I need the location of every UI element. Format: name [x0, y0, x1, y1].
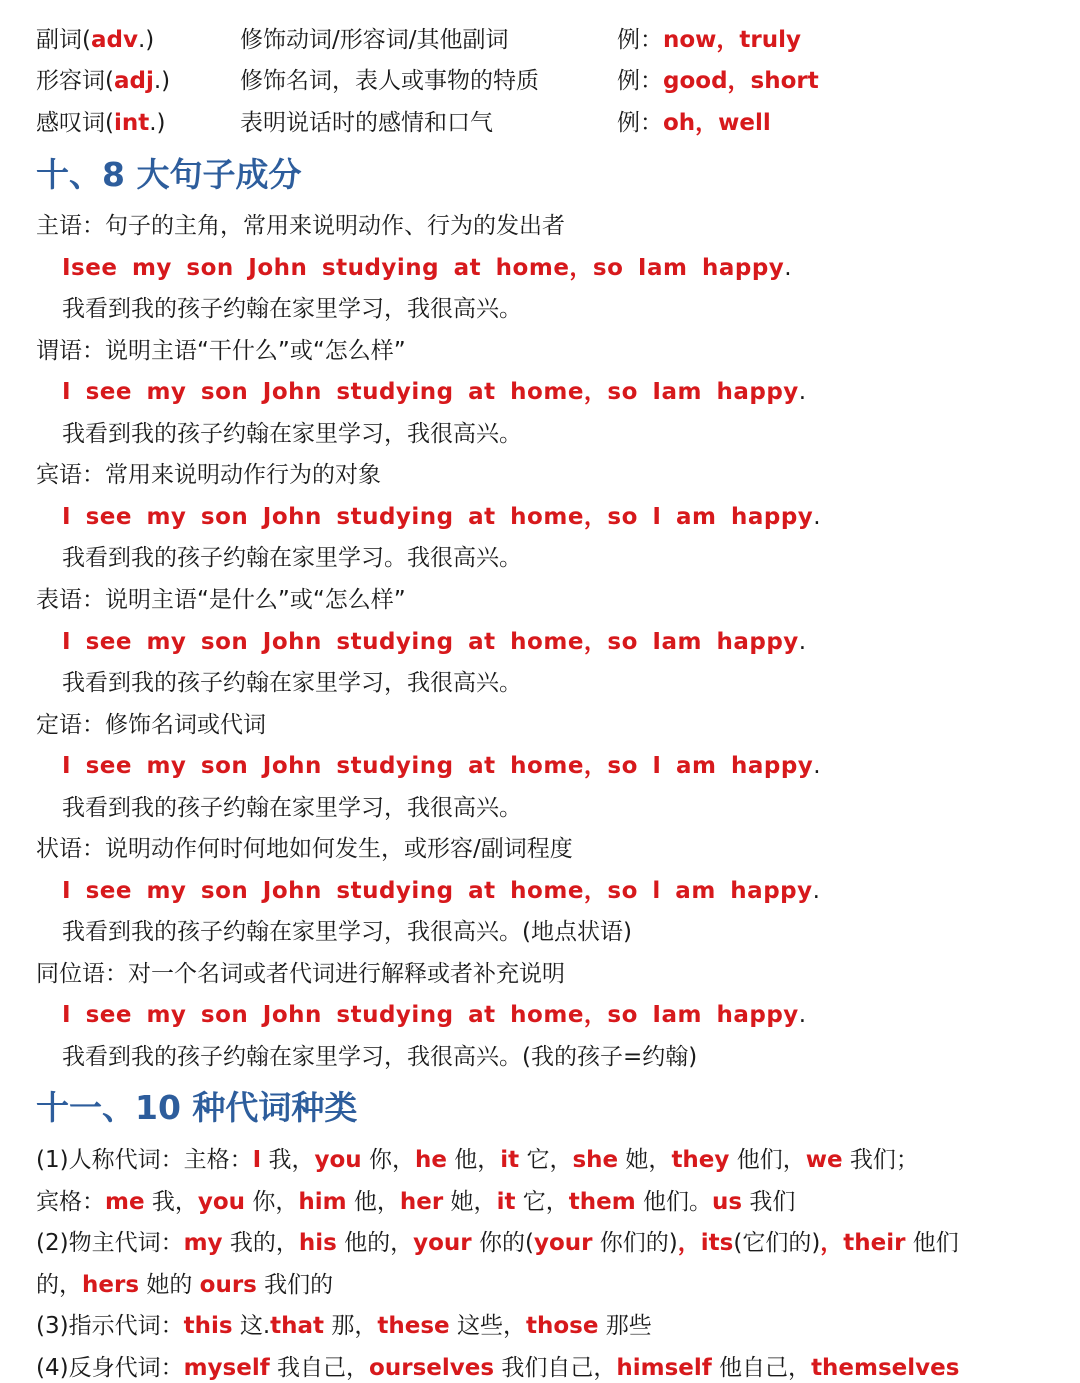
- pronoun-word: himself: [616, 1355, 712, 1381]
- pronoun-gloss: 我们的: [256, 1272, 334, 1298]
- pronoun-gloss: 它，: [515, 1189, 569, 1215]
- pronoun-gloss: 她，: [443, 1189, 497, 1215]
- pronoun-word: those: [525, 1313, 599, 1339]
- pronoun-gloss: 她，: [618, 1147, 672, 1173]
- pronoun-gloss: (1)人称代词：主格：: [36, 1147, 253, 1173]
- pos-example: 例：good，short: [617, 68, 819, 94]
- pronoun-word: them: [568, 1189, 636, 1215]
- pos-example: 例：now，truly: [617, 27, 802, 53]
- pronoun-gloss: 他，: [346, 1189, 400, 1215]
- pronoun-word: my: [183, 1230, 223, 1256]
- pronoun-gloss: 他们。: [635, 1189, 713, 1215]
- pronoun-word: ，their: [820, 1230, 906, 1256]
- pos-name: 形容词(adj.): [36, 68, 171, 94]
- pronoun-gloss: 我，: [261, 1147, 315, 1173]
- pronoun-gloss: 你的(: [471, 1230, 534, 1256]
- pronoun-gloss: 他们，: [729, 1147, 806, 1173]
- pronoun-gloss: (2)物主代词：: [36, 1230, 184, 1256]
- pronoun-gloss: (3)指示代词：: [36, 1313, 184, 1339]
- pronoun-word: these: [377, 1313, 450, 1339]
- pronoun-word: his: [298, 1230, 337, 1256]
- pronoun-gloss: 它，: [519, 1147, 573, 1173]
- pos-desc: 表明说话时的感情和口气: [240, 110, 493, 136]
- pronoun-gloss: 我们自己，: [494, 1355, 617, 1381]
- pos-desc: 修饰名词，表人或事物的特质: [240, 68, 539, 94]
- pronoun-word: hers: [82, 1272, 140, 1298]
- pronoun-word: him: [298, 1189, 347, 1215]
- pronoun-word: you: [197, 1189, 246, 1215]
- pos-name: 副词(adv.): [36, 27, 155, 53]
- pronoun-word: that: [270, 1313, 325, 1339]
- pronoun-gloss: 我们；: [842, 1147, 919, 1173]
- pronoun-word: themselves: [811, 1355, 960, 1381]
- pronoun-word: it: [500, 1147, 520, 1173]
- pos-desc: 修饰动词/形容词/其他副词: [240, 27, 509, 53]
- pronoun-gloss: 我的，: [222, 1230, 299, 1256]
- pronoun-gloss: 她的: [139, 1272, 200, 1298]
- pronoun-gloss: (4)反身代词：: [36, 1355, 184, 1381]
- pronoun-word: myself: [183, 1355, 270, 1381]
- pronoun-gloss: 我自己，: [269, 1355, 370, 1381]
- pronoun-gloss: 他们: [905, 1230, 959, 1256]
- pronoun-word: us: [712, 1189, 743, 1215]
- pronoun-word: your: [413, 1230, 472, 1256]
- pos-name: 感叹词(int.): [36, 110, 166, 136]
- pronoun-word: it: [496, 1189, 516, 1215]
- pronoun-gloss: 的，: [36, 1272, 82, 1298]
- pronoun-word: her: [399, 1189, 444, 1215]
- pronoun-gloss: 他的，: [336, 1230, 414, 1256]
- pronoun-word: your: [533, 1230, 593, 1256]
- pronoun-gloss: 他，: [446, 1147, 501, 1173]
- pronoun-gloss: 他自己，: [711, 1355, 812, 1381]
- pronoun-gloss: 这些，: [449, 1313, 526, 1339]
- section-11-title: 十一、10 种代词种类: [36, 1088, 358, 1127]
- pronoun-gloss: 我，: [144, 1189, 198, 1215]
- pronoun-word: ，its: [677, 1230, 734, 1256]
- pronoun-word: ours: [199, 1272, 257, 1298]
- pos-example: 例：oh，well: [617, 110, 771, 136]
- pronoun-gloss: 那些: [598, 1313, 652, 1339]
- pronoun-word: she: [572, 1147, 619, 1173]
- pronoun-word: me: [105, 1189, 145, 1215]
- pronoun-word: we: [805, 1147, 843, 1173]
- pronoun-gloss: 我们: [742, 1189, 796, 1215]
- pronoun-word: they: [671, 1147, 730, 1173]
- pronoun-word: this: [183, 1313, 233, 1339]
- pronoun-word: ourselves: [369, 1355, 495, 1381]
- pronoun-gloss: 你，: [245, 1189, 299, 1215]
- pronoun-word: I: [252, 1147, 262, 1173]
- pronoun-gloss: 你，: [361, 1147, 415, 1173]
- pronoun-gloss: 宾格：: [36, 1189, 105, 1215]
- pronoun-gloss: 那，: [324, 1313, 378, 1339]
- pronoun-gloss: 这.: [232, 1313, 271, 1339]
- pronoun-word: you: [314, 1147, 362, 1173]
- pronoun-gloss: 你们的): [592, 1230, 678, 1256]
- pronoun-word: he: [414, 1147, 447, 1173]
- pronoun-gloss: (它们的): [733, 1230, 821, 1256]
- section-10-title: 十、8 大句子成分: [36, 155, 302, 194]
